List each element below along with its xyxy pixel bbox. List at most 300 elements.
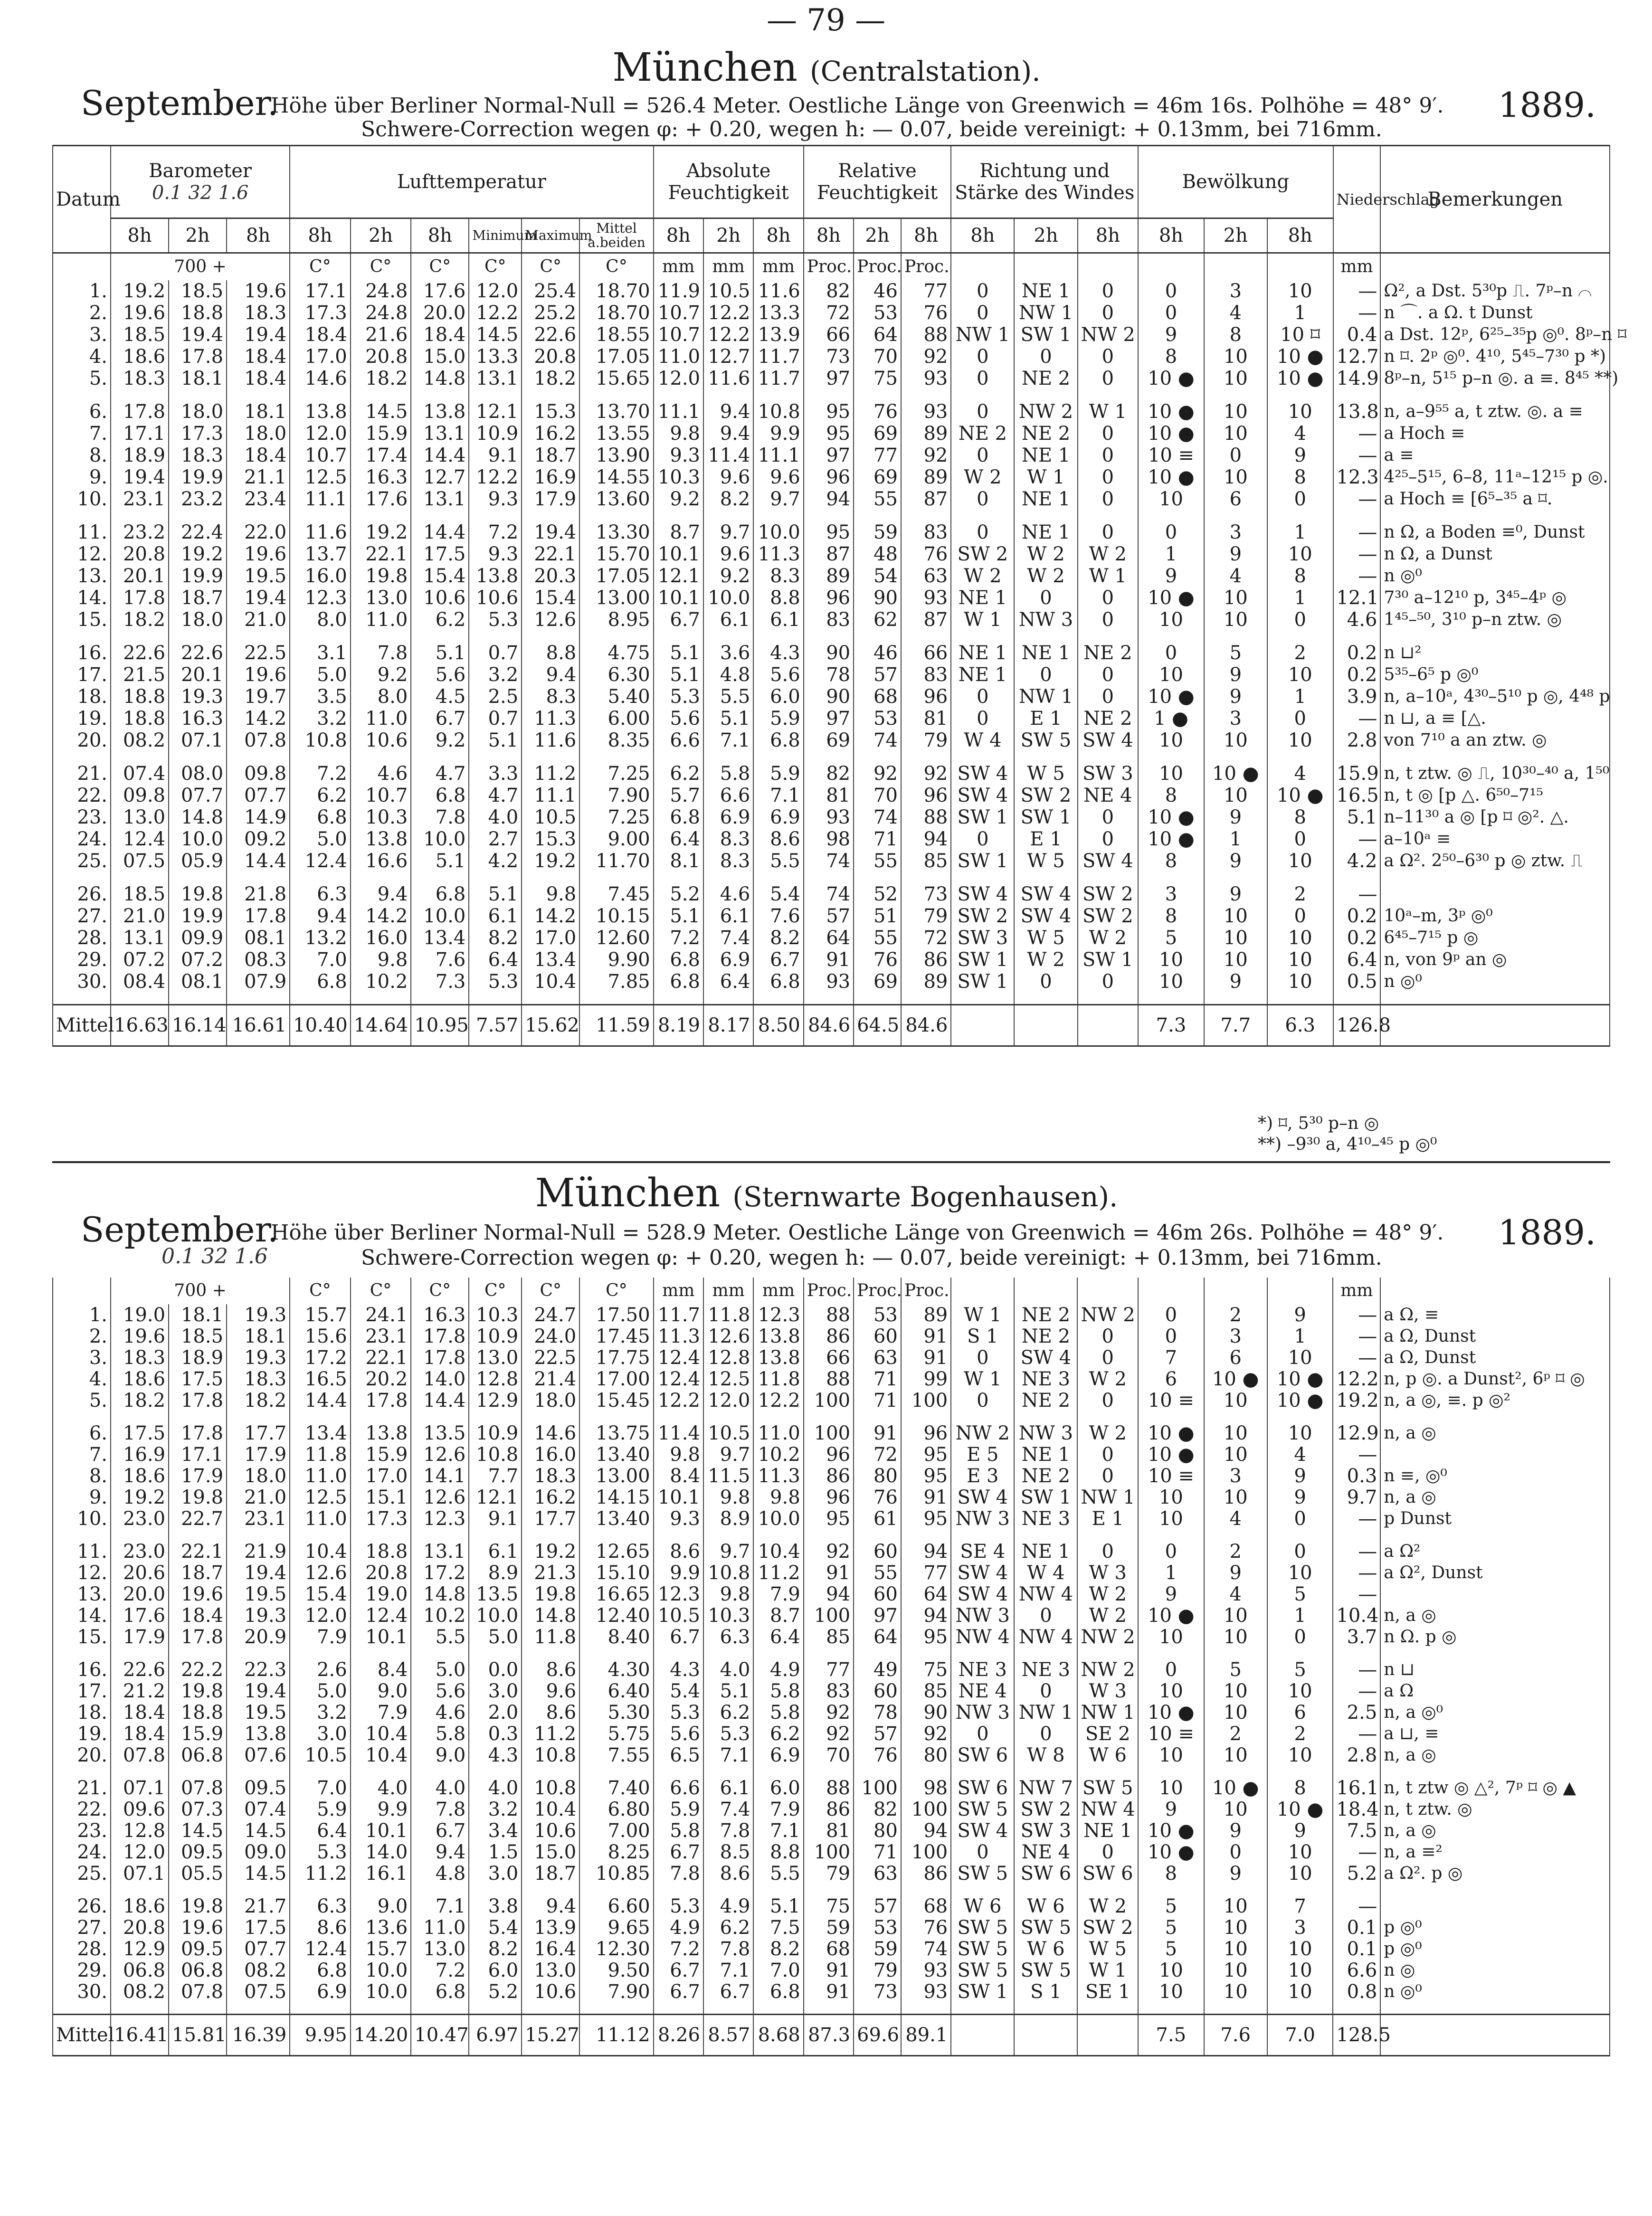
s1-cell: 15.4 bbox=[411, 565, 469, 587]
s2-cell: 4.0 bbox=[411, 1777, 469, 1799]
s1-cell: 10.3 bbox=[351, 806, 411, 828]
s2-day: 10. bbox=[53, 1508, 111, 1529]
s2-cell: SW 6 bbox=[951, 1744, 1014, 1766]
s1-cell: NW 1 bbox=[1014, 302, 1077, 324]
s2-cell: 7.55 bbox=[579, 1744, 653, 1766]
s1-gap-cell bbox=[654, 389, 703, 401]
s1-remark: a Hoch ≡ bbox=[1380, 423, 1610, 445]
s2-day: 4. bbox=[53, 1368, 111, 1390]
s1-cell: 19.8 bbox=[169, 883, 227, 905]
s2-cell: 19.3 bbox=[227, 1304, 290, 1326]
s1-remark: n Ω, a Dunst bbox=[1380, 543, 1610, 565]
s1-cell: 11.0 bbox=[654, 346, 703, 368]
s1-cell: 83 bbox=[901, 664, 951, 686]
s1-remark: n, a–9⁵⁵ a, t ztw. ◎. a ≡ bbox=[1380, 401, 1610, 423]
s1-unit-cell: C° bbox=[522, 253, 579, 281]
s2-cell: 07.7 bbox=[227, 1938, 290, 1960]
s2-gap-cell bbox=[1267, 1529, 1333, 1541]
s1-cell: NW 2 bbox=[1014, 401, 1077, 423]
s1-cell: 18.8 bbox=[111, 708, 169, 729]
s2-cell: 13.0 bbox=[411, 1938, 469, 1960]
s2-cell: 0 bbox=[951, 1390, 1014, 1411]
s1-gap-cell bbox=[1380, 993, 1610, 1005]
s2-cell: 6.3 bbox=[703, 1626, 753, 1648]
s1-cell: 18.6 bbox=[111, 346, 169, 368]
s1-cell: 12.1 bbox=[469, 401, 522, 423]
s1-remark: von 7¹⁰ a an ztw. ◎ bbox=[1380, 729, 1610, 751]
s2-cell: 18.0 bbox=[227, 1465, 290, 1487]
s1-gap-cell bbox=[901, 510, 951, 521]
s1-cell: 16.6 bbox=[351, 850, 411, 872]
s2-gap-cell bbox=[901, 1648, 951, 1659]
s1-cell: 9.00 bbox=[579, 828, 653, 850]
s1-mean-cell: 15.62 bbox=[522, 1005, 579, 1046]
s1-remark: 1⁴⁵–⁵⁰, 3¹⁰ p–n ztw. ◎ bbox=[1380, 609, 1610, 631]
s1-gap-cell bbox=[579, 510, 653, 521]
s2-cell: 5.1 bbox=[703, 1680, 753, 1702]
s1-cell: 19.4 bbox=[111, 466, 169, 488]
s2-cell: 3 bbox=[1267, 1917, 1333, 1938]
s2-cell: 8.25 bbox=[579, 1841, 653, 1863]
s1-cell: 10 bbox=[1204, 587, 1267, 609]
s2-day: 11. bbox=[53, 1541, 111, 1562]
s2-cell: 21.0 bbox=[227, 1487, 290, 1508]
s1-cell: 0 bbox=[1078, 521, 1139, 543]
s1-cell: 62 bbox=[854, 609, 901, 631]
s1-cell: 55 bbox=[854, 927, 901, 949]
s1-gap-cell bbox=[290, 510, 351, 521]
s1-cell: 13.55 bbox=[579, 423, 653, 445]
s2-cell: 12.5 bbox=[703, 1368, 753, 1390]
s2-cell: NW 3 bbox=[951, 1605, 1014, 1626]
s2-cell: 17.2 bbox=[290, 1347, 351, 1368]
col-sub-header: Mittel a.beiden bbox=[579, 218, 653, 253]
s2-gap-cell bbox=[351, 1411, 411, 1422]
s1-gap-cell bbox=[1014, 751, 1077, 763]
s2-cell: 6.2 bbox=[703, 1702, 753, 1723]
s2-cell: 0 bbox=[951, 1723, 1014, 1744]
s1-cell: 76 bbox=[901, 302, 951, 324]
s1-cell: 74 bbox=[854, 806, 901, 828]
s2-cell: NW 3 bbox=[951, 1702, 1014, 1723]
s1-cell: 20.8 bbox=[522, 346, 579, 368]
s2-cell: — bbox=[1333, 1326, 1380, 1347]
s2-cell: 16.3 bbox=[411, 1304, 469, 1326]
s1-cell: 4.7 bbox=[469, 785, 522, 806]
s1-gap-cell bbox=[654, 510, 703, 521]
s1-unit-cell bbox=[1204, 253, 1267, 281]
s1-gap-cell bbox=[854, 389, 901, 401]
s1-unit-cell: mm bbox=[654, 253, 703, 281]
s2-cell: 15.4 bbox=[290, 1583, 351, 1605]
s2-cell: NW 1 bbox=[1077, 1487, 1138, 1508]
s2-gap-cell bbox=[227, 1529, 290, 1541]
s2-mean-cell bbox=[1077, 2015, 1138, 2056]
s2-cell: 1 bbox=[1267, 1605, 1333, 1626]
s2-cell: 9.9 bbox=[654, 1562, 703, 1583]
s1-cell: 18.5 bbox=[111, 883, 169, 905]
s2-gap-cell bbox=[522, 1884, 579, 1895]
s2-cell: 0 bbox=[1014, 1680, 1077, 1702]
s1-row bbox=[53, 686, 1610, 708]
s1-gap-cell bbox=[351, 872, 411, 883]
s2-cell: 2 bbox=[1204, 1304, 1267, 1326]
s2-mean-cell: 7.0 bbox=[1267, 2015, 1333, 2056]
s2-cell: 4.3 bbox=[469, 1744, 522, 1766]
s2-row bbox=[53, 1583, 1610, 1605]
s1-gap-cell bbox=[351, 993, 411, 1005]
s1-day: 26. bbox=[53, 883, 111, 905]
s1-cell: 8.1 bbox=[654, 850, 703, 872]
s2-cell: 77 bbox=[804, 1659, 854, 1680]
s2-cell: 19.4 bbox=[227, 1562, 290, 1583]
s1-unit-cell: C° bbox=[290, 253, 351, 281]
s2-cell: 91 bbox=[804, 1960, 854, 1981]
s2-cell: 77 bbox=[901, 1562, 951, 1583]
s1-cell: 6.7 bbox=[654, 609, 703, 631]
s2-gap-cell bbox=[901, 1884, 951, 1895]
s2-cell: 8.6 bbox=[703, 1863, 753, 1884]
s1-cell: 11.6 bbox=[290, 521, 351, 543]
s2-cell: 15.9 bbox=[351, 1444, 411, 1465]
s1-gap-cell bbox=[1014, 993, 1077, 1005]
s1-remark: n, t ◎ [p △. 6⁵⁰–7¹⁵ bbox=[1380, 785, 1610, 806]
s2-cell: 9.6 bbox=[522, 1680, 579, 1702]
s1-cell: W 1 bbox=[1014, 466, 1077, 488]
s2-cell: 10 bbox=[1204, 1487, 1267, 1508]
s1-cell: 18.3 bbox=[111, 368, 169, 389]
s2-cell: SW 1 bbox=[1014, 1487, 1077, 1508]
s1-cell: 6.1 bbox=[753, 609, 803, 631]
s2-cell: S 1 bbox=[951, 1326, 1014, 1347]
s1-cell: E 1 bbox=[1014, 828, 1077, 850]
s1-mean-cell: 126.8 bbox=[1333, 1005, 1381, 1046]
s1-row bbox=[53, 521, 1610, 543]
col-lufttemperatur: Lufttemperatur bbox=[290, 146, 653, 218]
s1-cell: 0 bbox=[1078, 302, 1139, 324]
s1-cell: 19.6 bbox=[227, 280, 290, 302]
s2-unit-cell: mm bbox=[753, 1278, 803, 1304]
s1-cell: 74 bbox=[804, 850, 854, 872]
s2-gap-cell bbox=[1077, 1766, 1138, 1777]
s1-cell: 89 bbox=[901, 423, 951, 445]
s1-row bbox=[53, 763, 1610, 785]
s2-cell: NE 2 bbox=[1014, 1390, 1077, 1411]
s2-cell: SW 5 bbox=[1077, 1777, 1138, 1799]
s1-cell: 0 bbox=[1078, 664, 1139, 686]
station1-table bbox=[52, 145, 1627, 1047]
s1-unit-cell: C° bbox=[411, 253, 469, 281]
s2-cell: 2.5 bbox=[1333, 1702, 1380, 1723]
s2-day: 15. bbox=[53, 1626, 111, 1648]
s1-cell: 23.4 bbox=[227, 488, 290, 510]
s1-cell: 12.1 bbox=[1333, 587, 1381, 609]
s2-gap-cell bbox=[351, 2002, 411, 2015]
s2-cell: 4.30 bbox=[579, 1659, 653, 1680]
s1-gap-cell bbox=[290, 389, 351, 401]
s2-gap-cell bbox=[901, 2002, 951, 2015]
s2-unit-cell: C° bbox=[522, 1278, 579, 1304]
s2-cell: 10.9 bbox=[469, 1422, 522, 1444]
s1-cell: 87 bbox=[804, 543, 854, 565]
s2-cell: 18.1 bbox=[227, 1326, 290, 1347]
s1-cell: 4.6 bbox=[1333, 609, 1381, 631]
s2-cell: 5 bbox=[1204, 1659, 1267, 1680]
s2-row bbox=[53, 1841, 1610, 1863]
s1-cell: 72 bbox=[804, 302, 854, 324]
s2-cell: 9.7 bbox=[703, 1541, 753, 1562]
s1-cell: 4.5 bbox=[411, 686, 469, 708]
s1-cell: 55 bbox=[854, 488, 901, 510]
s1-cell: 21.6 bbox=[351, 324, 411, 346]
s1-cell: 7.2 bbox=[469, 521, 522, 543]
s1-cell: SW 4 bbox=[1078, 850, 1139, 872]
s1-cell: NE 2 bbox=[1078, 708, 1139, 729]
s1-mean-cell: 8.19 bbox=[654, 1005, 703, 1046]
s1-cell: 17.8 bbox=[111, 401, 169, 423]
s2-row bbox=[53, 1799, 1610, 1820]
s2-cell: 76 bbox=[854, 1744, 901, 1766]
s1-cell: 14.4 bbox=[227, 850, 290, 872]
s2-cell: W 1 bbox=[1077, 1960, 1138, 1981]
s1-cell: 66 bbox=[804, 324, 854, 346]
s1-cell: 10.9 bbox=[469, 423, 522, 445]
s2-cell: 18.7 bbox=[169, 1562, 227, 1583]
s1-cell: 82 bbox=[804, 280, 854, 302]
s1-cell: 10 bbox=[1267, 280, 1333, 302]
col-sub-header: 8h bbox=[901, 218, 951, 253]
s1-cell: 9.4 bbox=[351, 883, 411, 905]
s2-cell: 5.1 bbox=[753, 1895, 803, 1917]
s1-cell: 90 bbox=[854, 587, 901, 609]
s2-cell: 9 bbox=[1204, 1863, 1267, 1884]
s2-cell: SW 4 bbox=[951, 1820, 1014, 1841]
s2-gap-cell bbox=[579, 1529, 653, 1541]
s1-cell: 15.65 bbox=[579, 368, 653, 389]
s1-mean-cell bbox=[1014, 1005, 1077, 1046]
s2-remark: n Ω. p ◎ bbox=[1380, 1626, 1610, 1648]
s1-cell: 19.8 bbox=[351, 565, 411, 587]
s2-gap-cell bbox=[411, 1529, 469, 1541]
s1-cell: 9 bbox=[1204, 543, 1267, 565]
s1-row bbox=[53, 905, 1610, 927]
s2-cell: 60 bbox=[854, 1326, 901, 1347]
s1-cell: 13.9 bbox=[753, 324, 803, 346]
s2-cell: 12.30 bbox=[579, 1938, 653, 1960]
s2-cell: 5.4 bbox=[469, 1917, 522, 1938]
s1-cell: W 2 bbox=[951, 466, 1014, 488]
s1-cell: 10.8 bbox=[753, 401, 803, 423]
s2-cell: 17.8 bbox=[169, 1422, 227, 1444]
s1-cell: 18.7 bbox=[522, 445, 579, 466]
s2-cell: 10 ● bbox=[1138, 1422, 1204, 1444]
s2-cell: NE 2 bbox=[1014, 1304, 1077, 1326]
s1-cell: 0 bbox=[1078, 346, 1139, 368]
s1-cell: 0 bbox=[1078, 686, 1139, 708]
s2-cell: 12.4 bbox=[654, 1347, 703, 1368]
s2-gap-cell bbox=[1333, 1884, 1380, 1895]
s2-gap-cell bbox=[579, 2002, 653, 2015]
s1-cell: 0 bbox=[1014, 664, 1077, 686]
s1-cell: 7.45 bbox=[579, 883, 653, 905]
s2-gap-cell bbox=[1380, 1529, 1610, 1541]
station2-handwritten-note: 0.1 32 1.6 bbox=[161, 1244, 268, 1269]
s2-cell: 15.6 bbox=[290, 1326, 351, 1347]
s1-cell: 3.9 bbox=[1333, 686, 1381, 708]
s1-cell: 3.2 bbox=[290, 708, 351, 729]
s2-cell: 9.7 bbox=[1333, 1487, 1380, 1508]
s1-cell: 23.2 bbox=[111, 521, 169, 543]
s1-cell: 6.1 bbox=[703, 905, 753, 927]
s1-cell: 53 bbox=[854, 302, 901, 324]
s2-row bbox=[53, 1605, 1610, 1626]
s2-cell: 94 bbox=[901, 1605, 951, 1626]
s2-cell: 8.6 bbox=[522, 1659, 579, 1680]
s1-cell: 9.2 bbox=[654, 488, 703, 510]
s2-cell: 3.0 bbox=[469, 1863, 522, 1884]
s1-cell: 8.3 bbox=[753, 565, 803, 587]
col-sub-header: Maximum bbox=[522, 218, 579, 253]
s1-cell: 10 bbox=[1204, 729, 1267, 751]
s2-cell: 5.6 bbox=[654, 1723, 703, 1744]
s2-remark: p ◎⁰ bbox=[1380, 1917, 1610, 1938]
s2-cell: E 1 bbox=[1077, 1508, 1138, 1529]
s1-cell: 22.1 bbox=[522, 543, 579, 565]
s1-cell: NE 2 bbox=[1014, 368, 1077, 389]
s1-gap-cell bbox=[1078, 993, 1139, 1005]
s2-cell: 10 ≡ bbox=[1138, 1390, 1204, 1411]
s1-mean-cell bbox=[1078, 1005, 1139, 1046]
s2-cell: 9.1 bbox=[469, 1508, 522, 1529]
s2-cell: 11.8 bbox=[753, 1368, 803, 1390]
s2-cell: W 2 bbox=[1077, 1895, 1138, 1917]
s1-gap-cell bbox=[901, 993, 951, 1005]
s1-cell: 07.4 bbox=[111, 763, 169, 785]
s2-cell: NW 4 bbox=[951, 1626, 1014, 1648]
s1-day: 23. bbox=[53, 806, 111, 828]
s2-day: 25. bbox=[53, 1863, 111, 1884]
s2-gap-cell bbox=[1204, 1884, 1267, 1895]
s2-cell: 9 bbox=[1204, 1820, 1267, 1841]
col-sub-header: Minimum bbox=[469, 218, 522, 253]
s2-cell: 10.1 bbox=[351, 1626, 411, 1648]
s2-cell: 18.3 bbox=[111, 1347, 169, 1368]
s1-cell: 6 bbox=[1204, 488, 1267, 510]
s2-cell: 6.0 bbox=[753, 1777, 803, 1799]
s1-cell: 13.00 bbox=[579, 587, 653, 609]
s2-cell: 19.8 bbox=[522, 1583, 579, 1605]
s2-row bbox=[53, 1723, 1610, 1744]
s2-gap-cell bbox=[703, 2002, 753, 2015]
s1-mean-cell: 84.6 bbox=[901, 1005, 951, 1046]
s2-cell: 5.8 bbox=[654, 1820, 703, 1841]
s1-cell: — bbox=[1333, 423, 1381, 445]
s2-gap-cell bbox=[290, 1766, 351, 1777]
s1-gap-cell bbox=[703, 510, 753, 521]
s1-cell: 15.70 bbox=[579, 543, 653, 565]
s1-cell: SW 4 bbox=[1014, 905, 1077, 927]
s2-cell: 8.2 bbox=[753, 1938, 803, 1960]
s2-gap-cell bbox=[111, 1884, 169, 1895]
s1-remark: n ⌒. a Ω. t Dunst bbox=[1380, 302, 1610, 324]
s2-cell: 79 bbox=[804, 1863, 854, 1884]
s2-cell: SW 4 bbox=[951, 1583, 1014, 1605]
s2-remark: a Ω, Dunst bbox=[1380, 1347, 1610, 1368]
s2-cell: SW 5 bbox=[1014, 1917, 1077, 1938]
s2-cell: 13.9 bbox=[522, 1917, 579, 1938]
s2-day: 5. bbox=[53, 1390, 111, 1411]
s2-cell: 23.1 bbox=[351, 1326, 411, 1347]
s1-gap-row bbox=[53, 510, 1610, 521]
s2-cell: W 6 bbox=[1014, 1895, 1077, 1917]
s1-cell: 17.05 bbox=[579, 346, 653, 368]
s2-cell: 19.3 bbox=[227, 1347, 290, 1368]
s1-cell: 18.0 bbox=[169, 609, 227, 631]
s2-cell: 1 bbox=[1138, 1562, 1204, 1583]
s1-remark: 4²⁵–5¹⁵, 6–8, 11ᵃ–12¹⁵ p ◎. bbox=[1380, 466, 1610, 488]
s2-cell: 12.4 bbox=[290, 1938, 351, 1960]
s1-cell: 10 bbox=[1138, 664, 1204, 686]
s1-gap-cell bbox=[804, 389, 854, 401]
s1-cell: 16.3 bbox=[351, 466, 411, 488]
s2-cell: 14.5 bbox=[227, 1820, 290, 1841]
s1-cell: 51 bbox=[854, 905, 901, 927]
s1-cell: 10 bbox=[1267, 971, 1333, 993]
s1-cell: 18.1 bbox=[227, 401, 290, 423]
s1-cell: 10.7 bbox=[654, 302, 703, 324]
col-sub-header: 2h bbox=[1204, 218, 1267, 253]
s1-row bbox=[53, 708, 1610, 729]
col-sub-header: 8h bbox=[1078, 218, 1139, 253]
s1-cell: 96 bbox=[804, 587, 854, 609]
s2-cell: 19.5 bbox=[227, 1702, 290, 1723]
s1-cell: 0 bbox=[1204, 445, 1267, 466]
s2-cell: 07.4 bbox=[227, 1799, 290, 1820]
s2-cell: 3.2 bbox=[469, 1799, 522, 1820]
s1-gap-cell bbox=[1267, 751, 1333, 763]
s2-cell: 76 bbox=[901, 1917, 951, 1938]
s1-gap-cell bbox=[1380, 631, 1610, 642]
s1-cell: 12.2 bbox=[703, 324, 753, 346]
s1-cell: 9.8 bbox=[522, 883, 579, 905]
s2-cell: 10 bbox=[1204, 1605, 1267, 1626]
s2-cell: 19.8 bbox=[169, 1487, 227, 1508]
s2-day: 26. bbox=[53, 1895, 111, 1917]
s1-cell: 9 bbox=[1138, 565, 1204, 587]
s2-cell: 10.4 bbox=[753, 1541, 803, 1562]
s1-cell: 0 bbox=[1078, 445, 1139, 466]
s1-cell: 92 bbox=[901, 346, 951, 368]
s1-gap-cell bbox=[169, 993, 227, 1005]
s1-mean-cell: 10.40 bbox=[290, 1005, 351, 1046]
s2-cell: W 3 bbox=[1077, 1680, 1138, 1702]
s2-remark: a Ω, Dunst bbox=[1380, 1326, 1610, 1347]
s1-cell: 22.4 bbox=[169, 521, 227, 543]
s2-cell: 10 bbox=[1267, 1938, 1333, 1960]
s2-cell: SW 5 bbox=[951, 1917, 1014, 1938]
s2-cell: 85 bbox=[901, 1680, 951, 1702]
s1-cell: 5 bbox=[1204, 642, 1267, 664]
s2-gap-cell bbox=[469, 2002, 522, 2015]
s2-cell: 17.7 bbox=[522, 1508, 579, 1529]
s2-cell: 10.8 bbox=[522, 1777, 579, 1799]
s1-cell: 14.2 bbox=[351, 905, 411, 927]
s2-cell: 07.6 bbox=[227, 1744, 290, 1766]
s2-cell: 7.1 bbox=[411, 1895, 469, 1917]
s1-cell: NE 2 bbox=[1078, 642, 1139, 664]
s2-cell: 4.9 bbox=[654, 1917, 703, 1938]
s1-gap-cell bbox=[1138, 510, 1204, 521]
